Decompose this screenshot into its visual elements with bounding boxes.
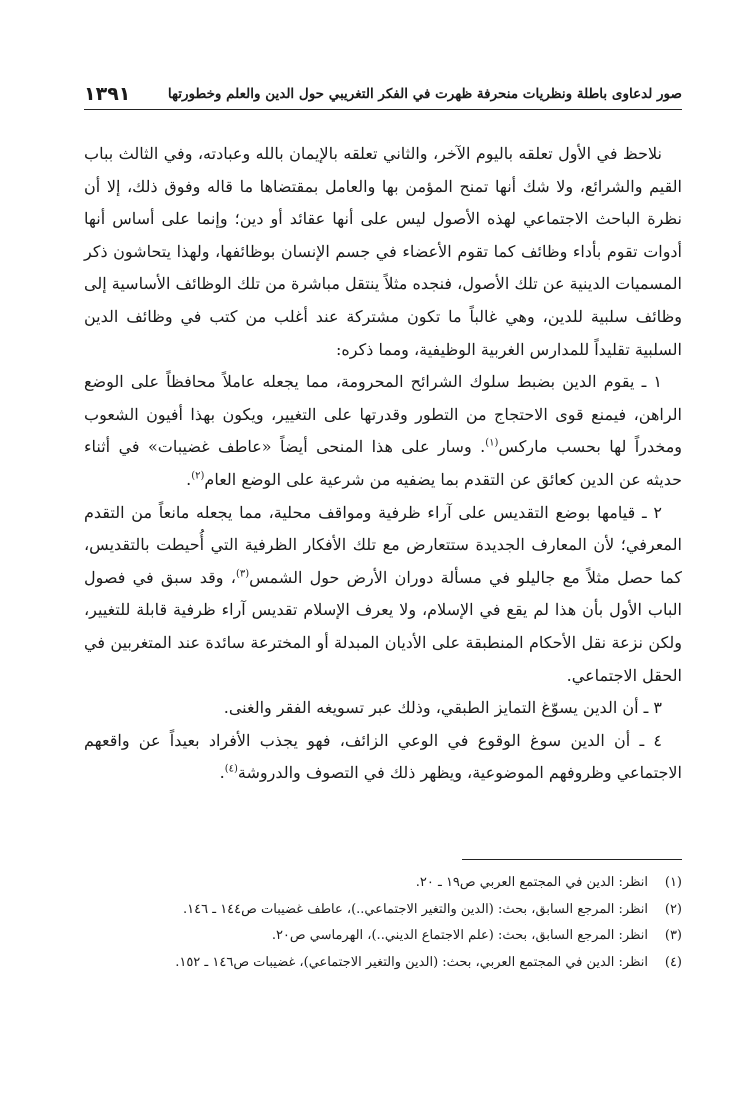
footnote-3 [84, 923, 682, 950]
footnotes [84, 870, 682, 976]
list-item-4 [84, 725, 682, 790]
list-item-2-text: ٢ ـ قيامها بوضع التقديس على آراء ظرفية ومواقف محلية، مما يجعله مانعاً من التقدم المعرفي؛ لأن المعارف الجديدة ستتعارض مع تلك الأفكار الظرفية التي أُحيطت بالتقديس، كما حصل مثلاً مع جاليلو في مسألة دوران الأرض حول الشمس [84, 502, 682, 587]
list-item-2-text-cont: ، وقد سبق في فصول الباب الأول بأن هذا لم يقع في الإسلام، ولا يعرف الإسلام تقديس آراء ظرفية قابلة للتغيير، ولكن نزعة نقل الأحكام المنطبقة على الأديان المبدلة أو المخترعة سائدة عند المتغربين في الحقل الاجتماعي. [84, 567, 682, 685]
footnote-number: (١) [664, 875, 682, 890]
footnote-number: (٢) [664, 901, 682, 917]
list-item-1 [84, 366, 682, 496]
list-item-4-text: ٤ ـ أن الدين سوغ الوقوع في الوعي الزائف، فهو يجذب الأفراد بعيداً عن واقعهم الاجتماعي وظروفهم الموضوعية، ويظهر ذلك في التصوف والدروشة [84, 730, 682, 783]
footnote-text: انظر: الدين في المجتمع العربي، بحث: (الدين والتغير الاجتماعي)، غضيبات ص١٤٦ ـ ١٥٢. [175, 954, 648, 970]
footnote-divider [462, 859, 682, 860]
footnote-text: انظر: المرجع السابق، بحث: (الدين والتغير الاجتماعي..)، عاطف غضيبات ص١٤٤ ـ ١٤٦. [183, 901, 648, 917]
footnote-2 [84, 897, 682, 924]
footnote-number: (٤) [664, 954, 682, 970]
list-item-4-end: . [219, 763, 225, 783]
intro-paragraph: نلاحظ في الأول تعلقه باليوم الآخر، والثاني تعلقه بالإيمان بالله وعبادته، وفي الثالث بباب القيم والشرائع، ولا شك أنها تمنح المؤمن بها والعامل بمقتضاها ما قاله وفوق ذلك، إلا أن نظرة الباحث الاجتماعي لهذه الأصول ليس على أنها عقائد أو دين؛ وإنما على أساس أنها أدوات تقوم بأداء وظائف كما تقوم الأعضاء في جسم الإنسان بوظائفها، ولهذا يتحاشون ذكر المسميات الدينية عن تلك الأصول، فنجده مثلاً ينتقل مباشرة من تلك الوظائف الأساسية إلى وظائف سلبية للدين، وهي غالباً ما تكون مشتركة عند أغلب من كتب في وظائف الدين السلبية تقليداً للمدارس الغربية الوظيفية، ومما ذكره: [84, 144, 682, 359]
footnote-ref-1[interactable]: (١) [485, 438, 499, 450]
running-header [84, 80, 682, 108]
footnote-1 [84, 870, 682, 897]
list-item-1-text-cont: . وسار على هذا المنحى أيضاً «عاطف غضيبات» في أثناء حديثه عن الدين كعائق عن التقدم بما يضفيه من شرعية على الوضع العام [84, 437, 682, 489]
list-item-1-end: . [186, 469, 192, 489]
footnote-ref-3[interactable]: (٣) [235, 568, 250, 580]
main-text [84, 138, 682, 790]
list-item-2 [84, 497, 682, 693]
footnote-text: انظر: المرجع السابق، بحث: (علم الاجتماع الديني..)، الهرماسي ص٢٠. [271, 928, 648, 943]
running-header-title: صور لدعاوى باطلة ونظريات منحرفة ظهرت في الفكر التغريبي حول الدين والعلم وخطورتها [167, 86, 682, 102]
footnote-ref-4[interactable]: (٤) [224, 763, 238, 775]
footnote-ref-2[interactable]: (٢) [191, 470, 205, 482]
footnote-number: (٣) [664, 928, 682, 943]
list-item-1-text: ١ ـ يقوم الدين بضبط سلوك الشرائح المحرومة، مما يجعله عاملاً محافظاً على الوضع الراهن، فيمنع قوى الاحتجاج من التطور وقدرتها على التغيير، ويكون بهذا أفيون الشعوب ومخدراً لها بحسب ماركس [84, 372, 683, 457]
page-number: ١٣٩١ [84, 83, 131, 105]
header-divider [84, 109, 682, 110]
footnote-4 [84, 950, 682, 977]
list-item-3: ٣ ـ أن الدين يسوّغ التمايز الطبقي، وذلك عبر تسويغه الفقر والغنى. [223, 698, 662, 718]
footnote-text: انظر: الدين في المجتمع العربي ص١٩ ـ ٢٠. [415, 875, 648, 890]
